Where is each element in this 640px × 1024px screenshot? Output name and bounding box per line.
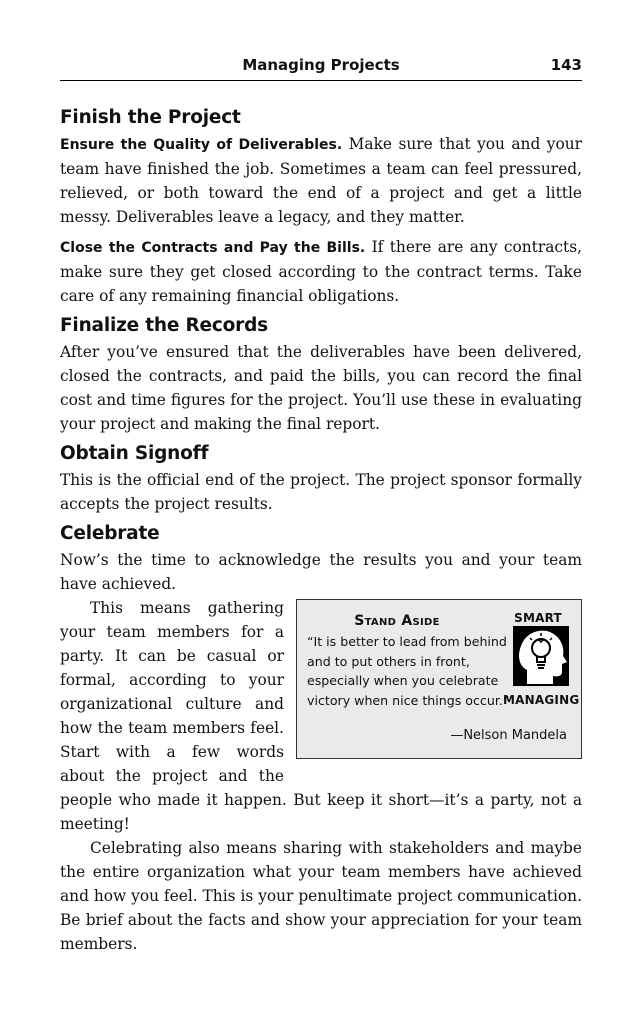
lightbulb-head-icon: [513, 626, 569, 686]
page-number: 143: [550, 56, 582, 74]
page-body: [60, 104, 582, 956]
paragraph-celebrate-intro: Now’s the time to acknowledge the results you and your team have achieved.: [60, 551, 582, 593]
heading-finalize-records: Finalize the Records: [60, 315, 268, 336]
text-deliverables: Make sure that you and your team have finished the job. Sometimes a team can feel pressured, relieved, or both toward the end of a project and get a little messy. Deliverables leave a legacy, and they matter.: [60, 135, 582, 226]
paragraph-celebrate-share: Celebrating also means sharing with stakeholders and maybe the entire organization what your team members have achieved and how you feel. This is your penultimate project communication. Be brief about the facts and show your appreciation for your team members.: [60, 839, 582, 953]
paragraph-signoff: This is the official end of the project. The project sponsor formally accepts the project results.: [60, 471, 582, 513]
heading-celebrate: Celebrate: [60, 523, 160, 544]
running-title: Managing Projects: [242, 56, 400, 74]
managing-badge-label: MANAGING: [503, 693, 580, 707]
sidebar-author: —Nelson Mandela: [450, 728, 567, 743]
heading-obtain-signoff: Obtain Signoff: [60, 443, 209, 464]
heading-finish-project: Finish the Project: [60, 107, 241, 128]
lead-deliverables: Ensure the Quality of Deliverables.: [60, 137, 343, 153]
lightbulb-head-icon-svg: [513, 626, 569, 686]
text-contracts: If there are any contracts, make sure they get closed according to the contract terms. Take care of any remaining financial obligations.: [60, 238, 582, 305]
paragraph-records: After you’ve ensured that the deliverables have been delivered, closed the contracts, and paid the bills, you can record the final cost and time figures for the project. You’ll use these in evaluating your project and making the final report.: [60, 343, 582, 433]
paragraph-deliverables: [60, 132, 582, 229]
paragraph-celebrate-party: This means gathering your team members for a party. It can be casual or formal, according to your organizational culture and how the team members feel. Start with a few words about the project and the people who made it happen. But keep it short—it’s a party, not a meeting!: [60, 599, 582, 833]
smart-badge-label: SMART: [514, 611, 562, 625]
sidebar-title-text: [337, 610, 457, 630]
lead-contracts: Close the Contracts and Pay the Bills.: [60, 240, 366, 256]
sidebar-title-svgtext: Stand Aside: [354, 613, 440, 629]
sidebar-quote: “It is better to lead from behind and to put others in front, especially when you celebrate victory when nice things occur.”: [307, 634, 510, 708]
running-header: [60, 52, 582, 81]
stand-aside-sidebar: [296, 599, 582, 759]
paragraph-contracts: [60, 235, 582, 308]
